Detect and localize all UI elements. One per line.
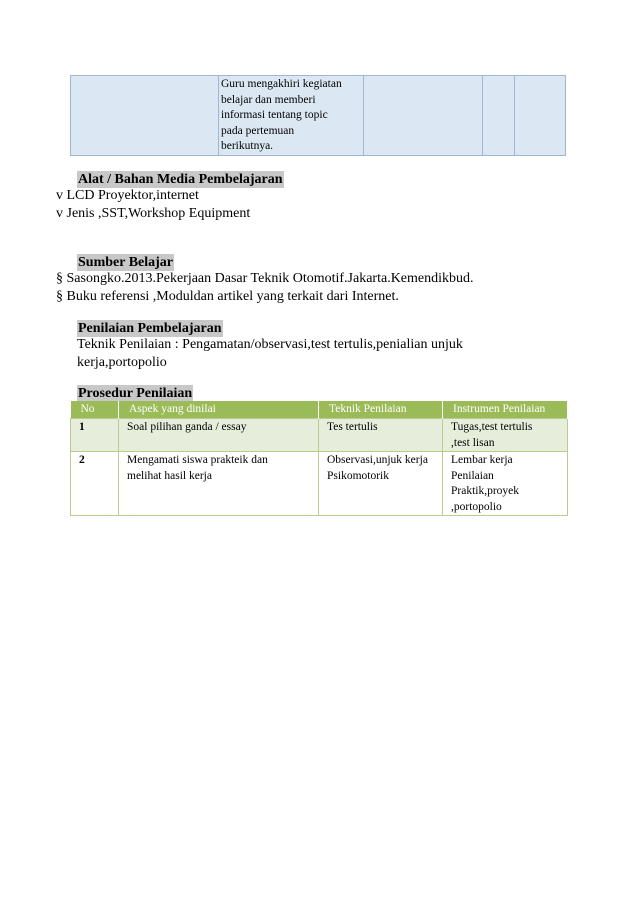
penilaian-line: kerja,portopolio	[77, 355, 167, 370]
cell-line: Praktik,proyek	[451, 485, 520, 497]
activity-line: belajar dan memberi	[221, 93, 316, 106]
prosedur-section	[77, 384, 193, 402]
header-teknik: Teknik Penilaian	[319, 401, 443, 419]
activity-table	[70, 75, 566, 156]
header-no: No	[71, 401, 119, 419]
penilaian-heading: Penilaian Pembelajaran	[78, 321, 222, 336]
row-aspek	[119, 419, 319, 452]
row-instrumen	[443, 419, 568, 452]
penilaian-line: Teknik Penilaian : Pengamatan/observasi,test tertulis,penialian unjuk	[77, 337, 463, 352]
alat-section	[77, 170, 284, 188]
header-aspek: Aspek yang dinilai	[119, 401, 319, 419]
cell-line: Soal pilihan ganda / essay	[127, 421, 247, 433]
row-teknik	[319, 419, 443, 452]
prosedur-header-row	[71, 401, 568, 419]
cell-line: Mengamati siswa prakteik dan	[127, 454, 268, 466]
sumber-item: § Sasongko.2013.Pekerjaan Dasar Teknik Otomotif.Jakarta.Kemendikbud.	[56, 271, 474, 286]
cell-line: Tugas,test tertulis	[451, 421, 533, 433]
cell-line: ,test lisan	[451, 436, 495, 449]
activity-cell-empty	[71, 76, 219, 156]
alat-item: v LCD Proyektor,internet	[56, 188, 199, 203]
row-aspek	[119, 452, 319, 516]
sumber-heading: Sumber Belajar	[78, 255, 174, 270]
row-teknik	[319, 452, 443, 516]
activity-line: pada pertemuan	[221, 124, 295, 137]
cell-line: Lembar kerja	[451, 454, 513, 466]
alat-item: v Jenis ,SST,Workshop Equipment	[56, 206, 251, 221]
activity-cell-empty	[364, 76, 483, 156]
sumber-section	[77, 253, 174, 271]
activity-cell-empty	[515, 76, 566, 156]
activity-cell-empty	[483, 76, 515, 156]
cell-line: melihat hasil kerja	[127, 469, 212, 482]
activity-line: informasi tentang topic	[221, 109, 328, 121]
table-row	[71, 419, 568, 452]
alat-heading: Alat / Bahan Media Pembelajaran	[78, 172, 283, 187]
cell-line: Psikomotorik	[327, 469, 389, 482]
penilaian-section	[77, 319, 223, 337]
row-no: 1	[71, 419, 119, 452]
header-instrumen: Instrumen Penilaian	[443, 401, 568, 419]
row-no: 2	[71, 452, 119, 516]
cell-line: Tes tertulis	[327, 421, 378, 433]
row-instrumen	[443, 452, 568, 516]
cell-line: Observasi,unjuk kerja	[327, 454, 428, 466]
activity-cell-text	[219, 76, 364, 156]
cell-line: ,portopolio	[451, 500, 502, 513]
prosedur-table	[70, 401, 568, 516]
table-row	[71, 452, 568, 516]
cell-line: Penilaian	[451, 469, 494, 482]
prosedur-heading: Prosedur Penilaian	[78, 386, 193, 401]
sumber-item: § Buku referensi ,Moduldan artikel yang terkait dari Internet.	[56, 289, 399, 304]
activity-line: berikutnya.	[221, 140, 274, 152]
activity-line: Guru mengakhiri kegiatan	[221, 78, 342, 90]
